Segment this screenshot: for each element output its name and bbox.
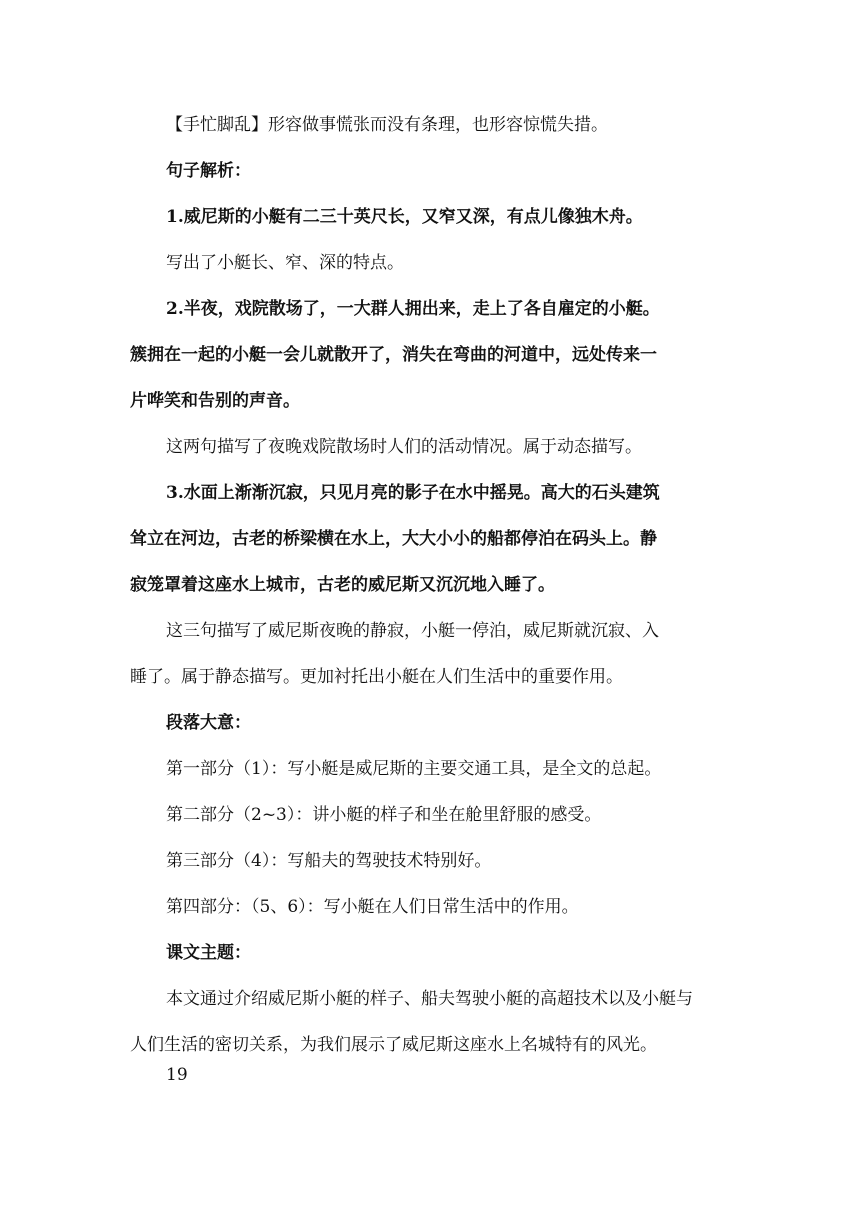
- page-number: 19: [166, 1065, 188, 1085]
- sentence-2-note: 这两句描写了夜晚戏院散场时人们的活动情况。属于动态描写。: [166, 437, 642, 457]
- sentence-3-note: [130, 608, 730, 700]
- summary-item: 第一部分（1）：写小艇是威尼斯的主要交通工具，是全文的总起。: [166, 759, 662, 779]
- sentence-3-note-line: 睡了。属于静态描写。更加衬托出小艇在人们生活中的重要作用。: [130, 667, 623, 687]
- sentence-3-note-line: 这三句描写了威尼斯夜晚的静寂，小艇一停泊，威尼斯就沉寂、入: [166, 621, 659, 641]
- theme-heading: 课文主题：: [166, 943, 251, 963]
- sentence-1-note: 写出了小艇长、窄、深的特点。: [166, 253, 404, 273]
- summary-item: 第四部分：（5、6）：写小艇在人们日常生活中的作用。: [166, 897, 579, 917]
- theme-text: [130, 976, 730, 1068]
- sentence-2-line: 2.半夜，戏院散场了，一大群人拥出来，走上了各自雇定的小艇。: [166, 299, 660, 319]
- sentence-1: 1.威尼斯的小艇有二三十英尺长，又窄又深，有点儿像独木舟。: [166, 207, 643, 227]
- sentence-3-line: 耸立在河边，古老的桥梁横在水上，大大小小的船都停泊在码头上。静: [130, 529, 657, 549]
- sentence-3: [130, 470, 730, 608]
- sentence-2-line: 片哗笑和告别的声音。: [130, 391, 300, 411]
- sentence-3-line: 3.水面上渐渐沉寂，只见月亮的影子在水中摇晃。高大的石头建筑: [166, 483, 660, 503]
- sentence-2: [130, 286, 730, 424]
- theme-line: 本文通过介绍威尼斯小艇的样子、船夫驾驶小艇的高超技术以及小艇与: [166, 989, 693, 1009]
- document-page: [130, 102, 730, 1068]
- summary-item: 第二部分（2~3）：讲小艇的样子和坐在舱里舒服的感受。: [166, 805, 602, 825]
- paragraph-summary-heading: 段落大意：: [166, 713, 251, 733]
- sentence-2-line: 簇拥在一起的小艇一会儿就散开了，消失在弯曲的河道中，远处传来一: [130, 345, 657, 365]
- sentence-3-line: 寂笼罩着这座水上城市，古老的威尼斯又沉沉地入睡了。: [130, 575, 555, 595]
- summary-item: 第三部分（4）：写船夫的驾驶技术特别好。: [166, 851, 492, 871]
- idiom-definition: 【手忙脚乱】形容做事慌张而没有条理，也形容惊慌失措。: [166, 115, 608, 135]
- sentence-analysis-heading: 句子解析：: [166, 161, 251, 181]
- theme-line: 人们生活的密切关系，为我们展示了威尼斯这座水上名城特有的风光。: [130, 1035, 657, 1055]
